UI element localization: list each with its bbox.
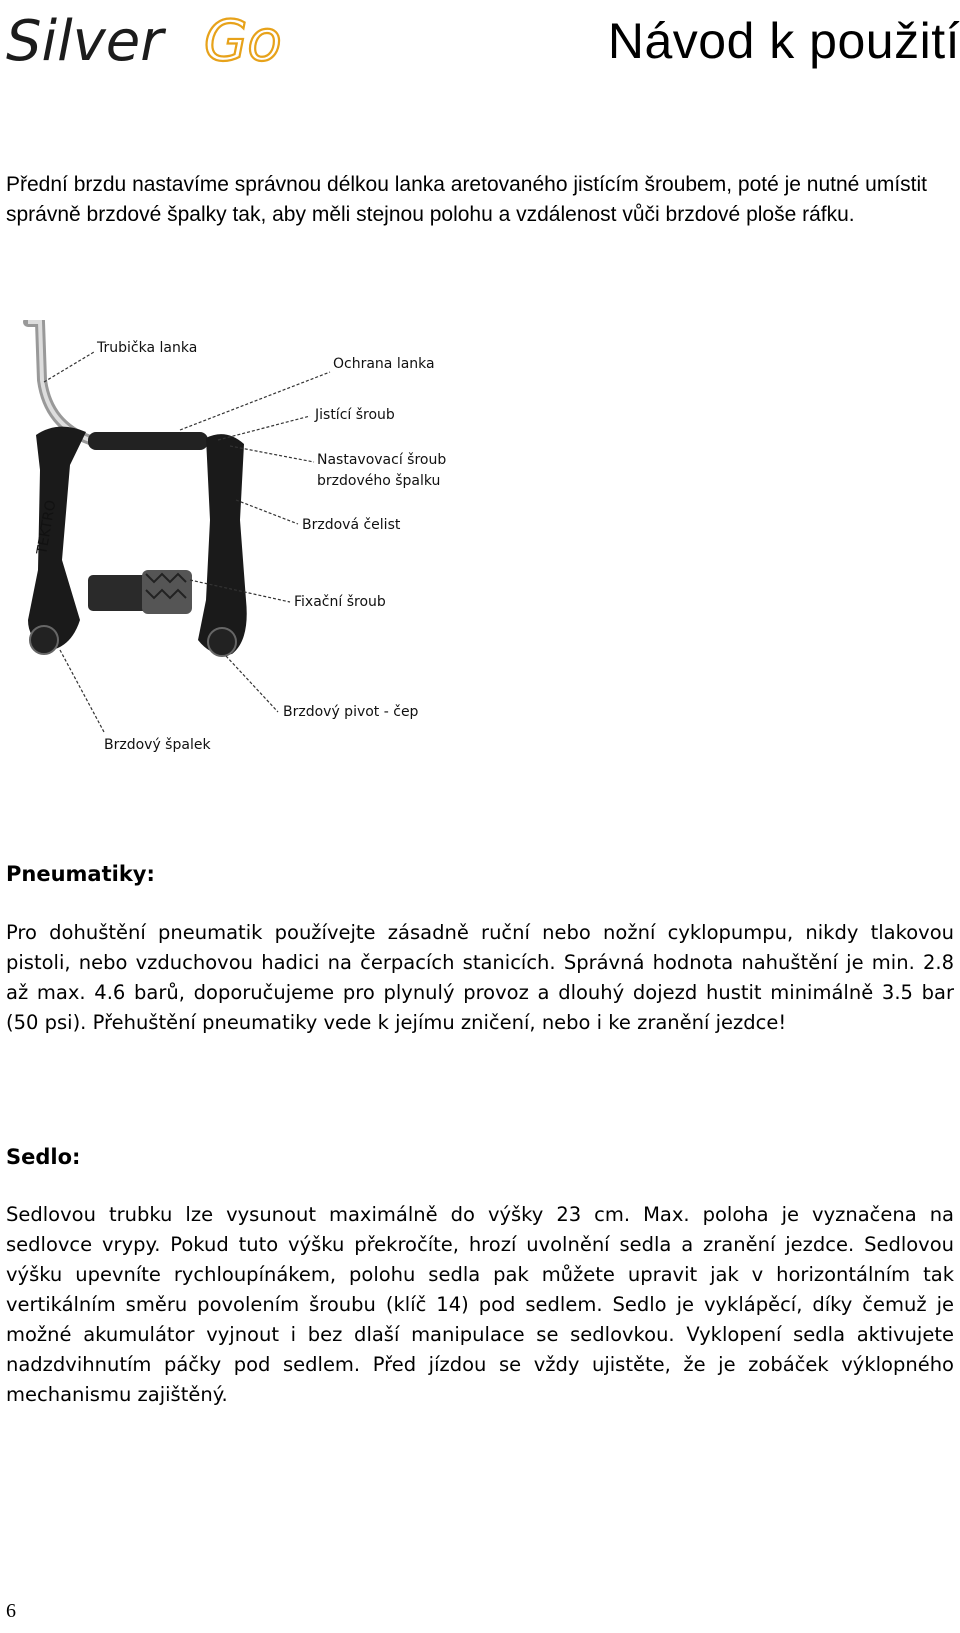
v-brake-diagram (0, 320, 560, 790)
left-pivot (30, 626, 58, 654)
cable-boot-shape (88, 432, 208, 450)
logo-text-go: Go (204, 9, 282, 74)
silvergo-logo (6, 8, 346, 74)
label-trubicka-lanka: Trubička lanka (97, 340, 198, 356)
sedlo-paragraph: Sedlovou trubku lze vysunout maximálně do výšky 23 cm. Max. poloha je vyznačena na sedlovce vrypy. Pokud tuto výšku překročíte, hrozí uvolnění sedla a zranění jezdce. Sedlovou výšku upevníte rychloupínákem, polohu sedla pak můžete upravit jak v horizontálním tak vertikálním směru povolením šroubu (klíč 14) pod sedlem. Sedlo je vyklápěcí, díky čemuž je možné akumulátor vyjnout i bez dlaší manipulace se sedlovkou. Vyklopení sedla aktivujete nadzdvihnutím páčky pod sedlem. Před jízdou se vždy ujistěte, že je zobáček výklopného mechanismu zajištěný. (6, 1203, 954, 1406)
label-brzdovy-pivot: Brzdový pivot - čep (283, 704, 419, 720)
section-heading-sedlo: Sedlo: (6, 1145, 81, 1169)
intro-paragraph: Přední brzdu nastavíme správnou délkou lanka aretovaného jistícím šroubem, poté je nutné umístit správně brzdové špalky tak, aby měli stejnou polohu a vzdálenost vůči brzdové ploše ráfku. (6, 173, 928, 226)
label-brzdova-celist: Brzdová čelist (302, 517, 401, 533)
logo-text-silver: Silver (6, 9, 164, 74)
tektro-brand-text: TEKTRO (34, 498, 60, 556)
leader-celist (236, 500, 298, 524)
leader-trubicka (44, 352, 94, 382)
leader-ochrana (180, 372, 330, 430)
right-pivot (208, 628, 236, 656)
label-ochrana-lanka: Ochrana lanka (333, 356, 435, 372)
pneumatiky-paragraph: Pro dohuštění pneumatik používejte zásadně ruční nebo nožní cyklopumpu, nikdy tlakovou pistoli, nebo vzduchovou hadici na čerpacích stanicích. Správná hodnota nahuštění je min. 2.8 až max. 4.6 barů, doporučujeme pro plynulý provoz a dlouhý dojezd hustit minimálně 3.5 bar (50 psi). Přehuštění pneumatiky vede k jejímu zničení, nebo i ke zranění jezdce! (6, 921, 954, 1034)
leader-pivot (226, 656, 278, 712)
label-jistici-sroub: Jistící šroub (315, 407, 395, 423)
section-heading-pneumatiky: Pneumatiky: (6, 862, 155, 886)
document-title: Návod k použití (607, 13, 960, 69)
label-nastavovaci-sroub: Nastavovací šroub (317, 452, 447, 468)
page-number: 6 (6, 1600, 16, 1622)
label-fixacni-sroub: Fixační šroub (294, 594, 386, 610)
leader-spalek (60, 650, 104, 732)
label-brzdovy-spalek: Brzdový špalek (104, 737, 211, 753)
right-brake-arm (198, 434, 247, 655)
label-brzdoveho-spalku: brzdového špalku (317, 473, 441, 489)
left-brake-pad (88, 575, 148, 611)
